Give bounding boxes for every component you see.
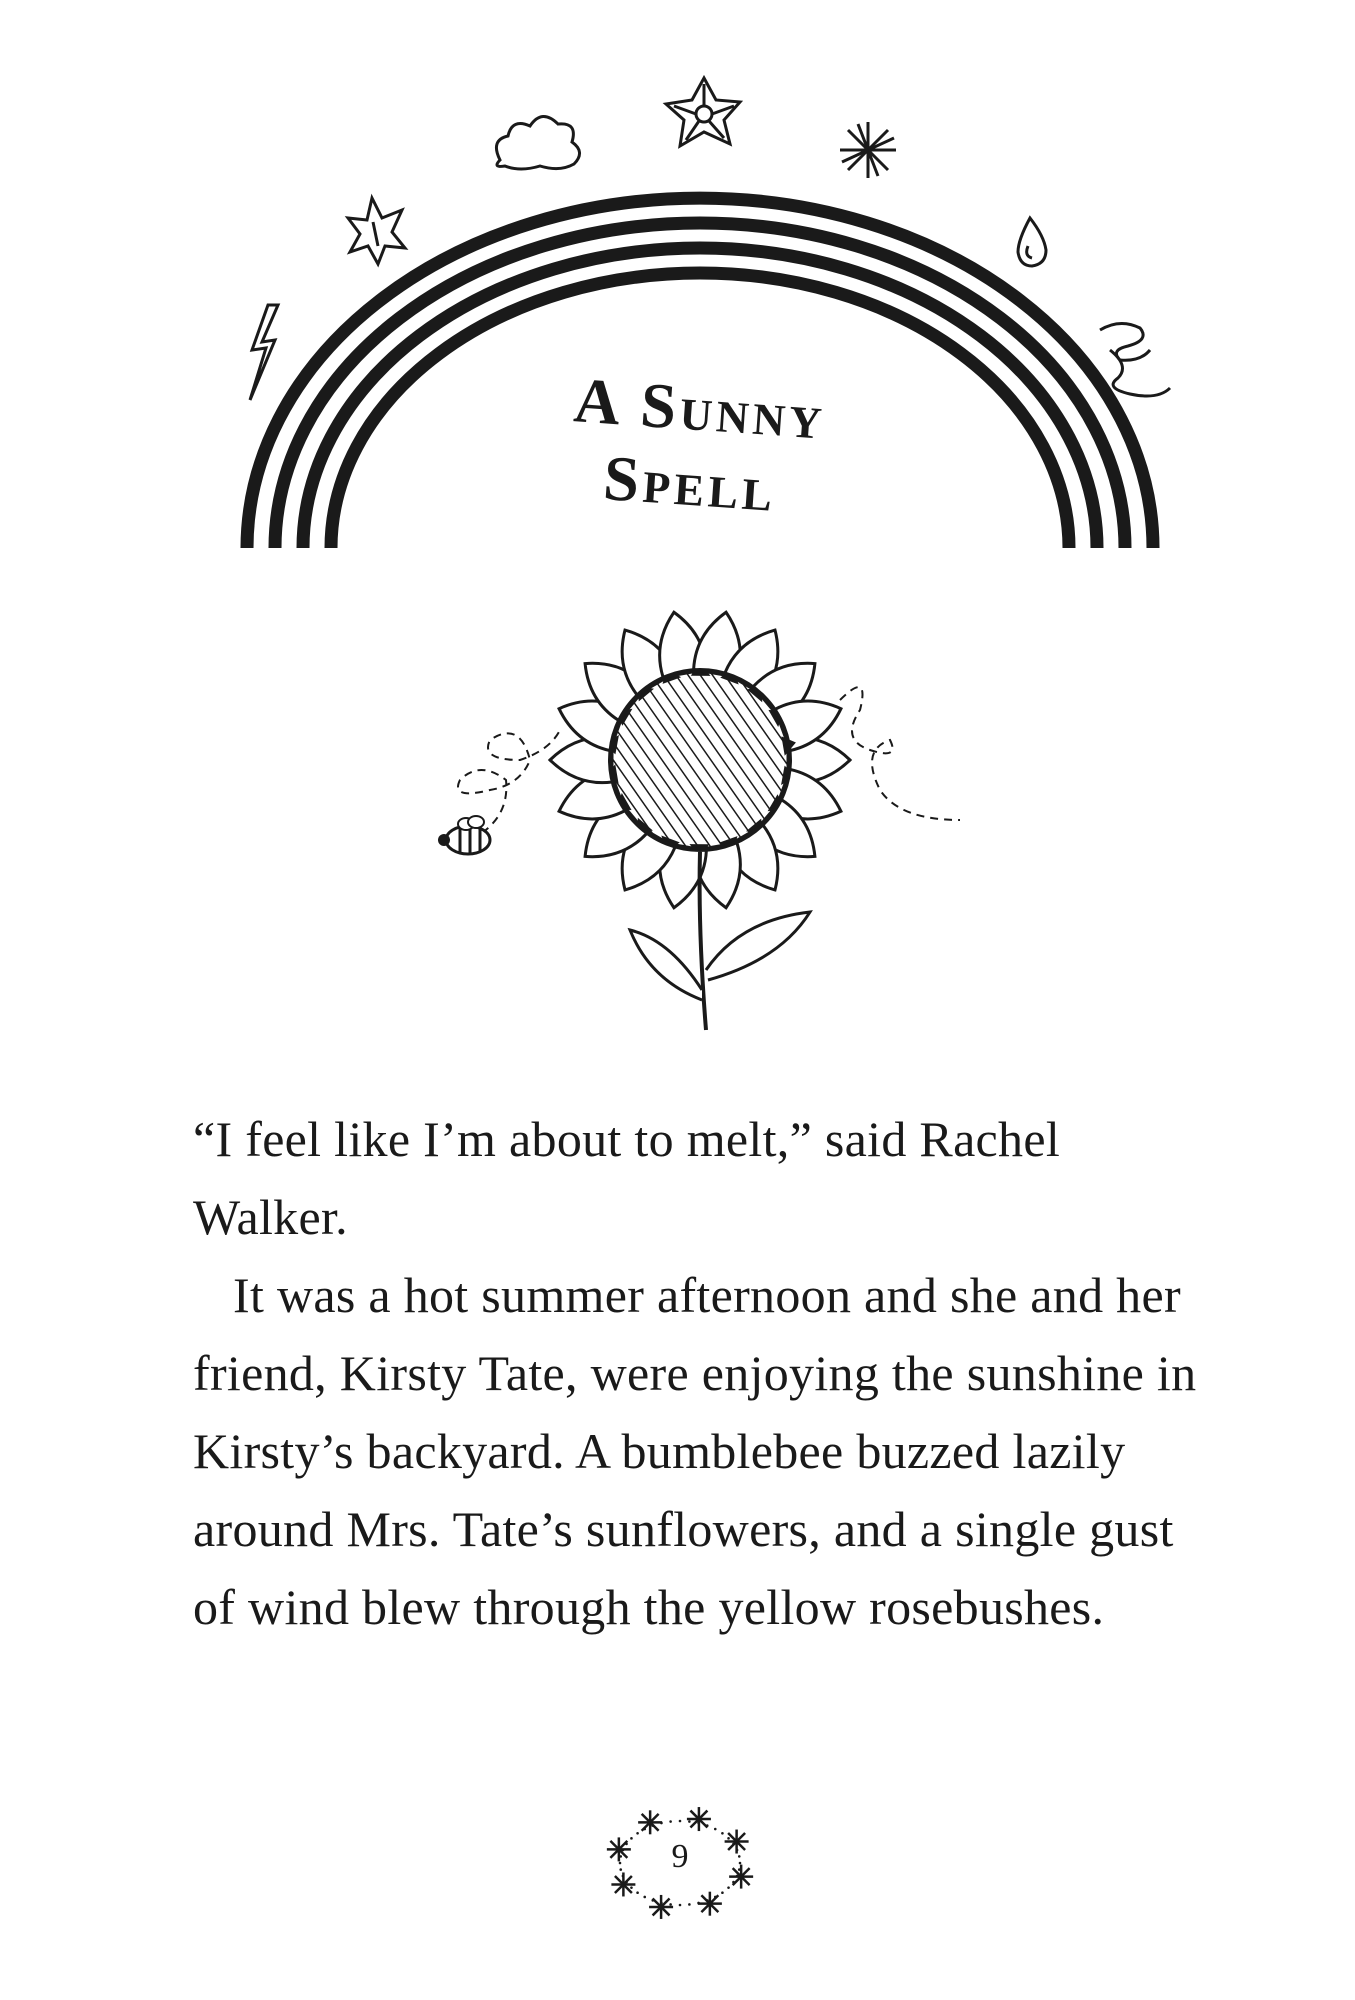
sunflower-illustration — [420, 590, 980, 1050]
sparkle-dot — [643, 1828, 646, 1831]
chapter-title-line2: Spell — [601, 442, 779, 525]
sparkle-dot — [651, 1824, 654, 1827]
page-number: 9 — [671, 1838, 689, 1875]
sparkle-dot — [630, 1886, 633, 1889]
sparkle-dot — [697, 1822, 700, 1825]
wind-swirl-icon — [1100, 323, 1170, 396]
sparkle-dot — [697, 1902, 700, 1905]
sunflower-center — [610, 670, 790, 850]
cloud-icon — [496, 116, 579, 169]
sparkle-dot — [688, 1903, 691, 1906]
chapter-title-line1: A Sunny — [571, 364, 829, 453]
sparkle-dot — [625, 1881, 628, 1884]
sparkle-star-icon — [638, 1810, 662, 1834]
sparkle-icon — [840, 122, 896, 178]
chapter-header-art — [0, 0, 1355, 580]
sparkle-dot — [636, 1891, 639, 1894]
sparkle-dot — [732, 1881, 735, 1884]
leaf-icon — [348, 198, 405, 264]
sparkle-dot — [714, 1896, 717, 1899]
sparkle-dot — [706, 1899, 709, 1902]
sparkle-dot — [727, 1886, 730, 1889]
sparkle-star-icon — [649, 1895, 673, 1919]
sunflower-leaf-right — [706, 912, 810, 980]
paragraph-2: It was a hot summer afternoon and she and her friend, Kirsty Tate, were enjoying the sunshine in Kirsty’s backyard. A bumblebee buzzed lazily around Mrs. Tate’s sunflowers, and a single gust of wind blew through the yellow rosebushes. — [193, 1267, 1197, 1635]
sparkle-star-icon — [687, 1807, 711, 1831]
lightning-icon — [250, 305, 278, 400]
sparkle-dot — [706, 1824, 709, 1827]
sparkle-star-icon — [698, 1892, 722, 1916]
sparkle-dot — [721, 1832, 724, 1835]
sparkle-dot — [714, 1828, 717, 1831]
raindrop-icon — [1018, 218, 1046, 266]
sparkle-dot — [669, 1820, 672, 1823]
star-flower-icon — [666, 78, 740, 146]
sparkle-dot — [651, 1899, 654, 1902]
sparkle-dot — [669, 1903, 672, 1906]
sunflower-leaf-left — [630, 930, 702, 1000]
sparkle-dot — [688, 1820, 691, 1823]
bumblebee-icon — [438, 816, 490, 854]
paragraph-1: “I feel like I’m about to melt,” said Rachel Walker. — [193, 1111, 1061, 1245]
sparkle-dot — [636, 1832, 639, 1835]
sparkle-dot — [660, 1902, 663, 1905]
sparkle-dot — [679, 1820, 682, 1823]
chapter-body — [193, 1100, 1213, 1646]
sparkle-dot — [660, 1822, 663, 1825]
sparkle-dot — [721, 1891, 724, 1894]
chapter-title — [572, 364, 829, 525]
sparkle-dot — [643, 1896, 646, 1899]
page-number-ornament — [600, 1798, 760, 1928]
sparkle-dot — [679, 1904, 682, 1907]
